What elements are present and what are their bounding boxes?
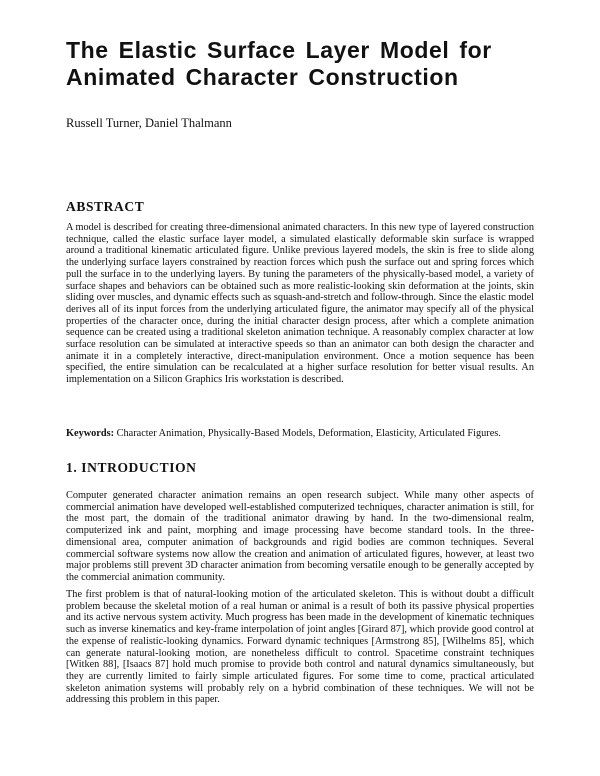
introduction-paragraph-1: Computer generated character animation remains an open research subject. While many other aspects of commercial animation have developed well-established computerized techniques, character animation is still, for the most part, the domain of the traditional animator drawing by hand. In the two-dimensional realm, computerized ink and paint, morphing and image processing have become standard tools. In the three-dimensional area, computer animation of backgrounds and rigid bodies are common techniques. Several commercial software systems now allow the creation and animation of articulated figures, however, at least two major problems still prevent 3D character animation from becoming versatile enough to be generally accepted by the commercial animation community. <box>66 490 534 583</box>
paper-authors: Russell Turner, Daniel Thalmann <box>66 116 232 130</box>
keywords-paragraph <box>66 428 534 440</box>
paper-title: The Elastic Surface Layer Model for Animated Character Construction <box>66 37 492 90</box>
keywords-text: Character Animation, Physically-Based Models, Deformation, Elasticity, Articulated Figures. <box>116 428 501 439</box>
abstract-text: A model is described for creating three-dimensional animated characters. In this new type of layered construction technique, called the elastic surface layer model, a simulated elastically deformable skin surface is wrapped around a traditional kinematic articulated figure. Unlike previous layered models, the skin is free to slide along the underlying surface layers constrained by reaction forces which push the surface out and spring forces which pull the surface in to the underlying layers. By tuning the parameters of the physically-based model, a variety of surface shapes and behaviors can be obtained such as more realistic-looking skin deformation at the joints, skin sliding over muscles, and dynamic effects such as squash-and-stretch and follow-through. Since the elastic model derives all of its input forces from the underlying articulated figure, the animator may specify all of the physical properties of the character once, during the initial character design process, after which a complete animation sequence can be created using a traditional skeleton animation technique. A reasonably complex character at low surface resolution can be simulated at interactive speeds so than an animator can both design the character and animate it in a completely interactive, direct-manipulation environment. Once a motion sequence has been specified, the entire simulation can be recalculated at a higher surface resolution for better visual results. An implementation on a Silicon Graphics Iris workstation is described. <box>66 222 534 386</box>
introduction-heading: 1. INTRODUCTION <box>66 460 197 475</box>
introduction-paragraph-2: The first problem is that of natural-looking motion of the articulated skeleton. This is without doubt a difficult problem because the skeletal motion of a real human or animal is a result of both its passive physical properties and its active nervous system activity. Much progress has been made in the development of kinematic techniques such as inverse kinematics and key-frame interpolation of joint angles [Girard 87], which provide good control at the expense of realistic-looking dynamics. Forward dynamic techniques [Armstrong 85], [Wilhelms 85], which can generate natural-looking motion, are nonetheless difficult to control. Spacetime constraint techniques [Witken 88], [Isaacs 87] hold much promise to provide both control and natural dynamics simultaneously, but they are currently limited to fairly simple articulated figures. For some time to come, practical articulated skeleton animation systems will probably rely on a hybrid combination of these techniques. We will not be addressing this problem in this paper. <box>66 589 534 706</box>
keywords-label: Keywords: <box>66 428 115 439</box>
abstract-heading: ABSTRACT <box>66 199 145 214</box>
